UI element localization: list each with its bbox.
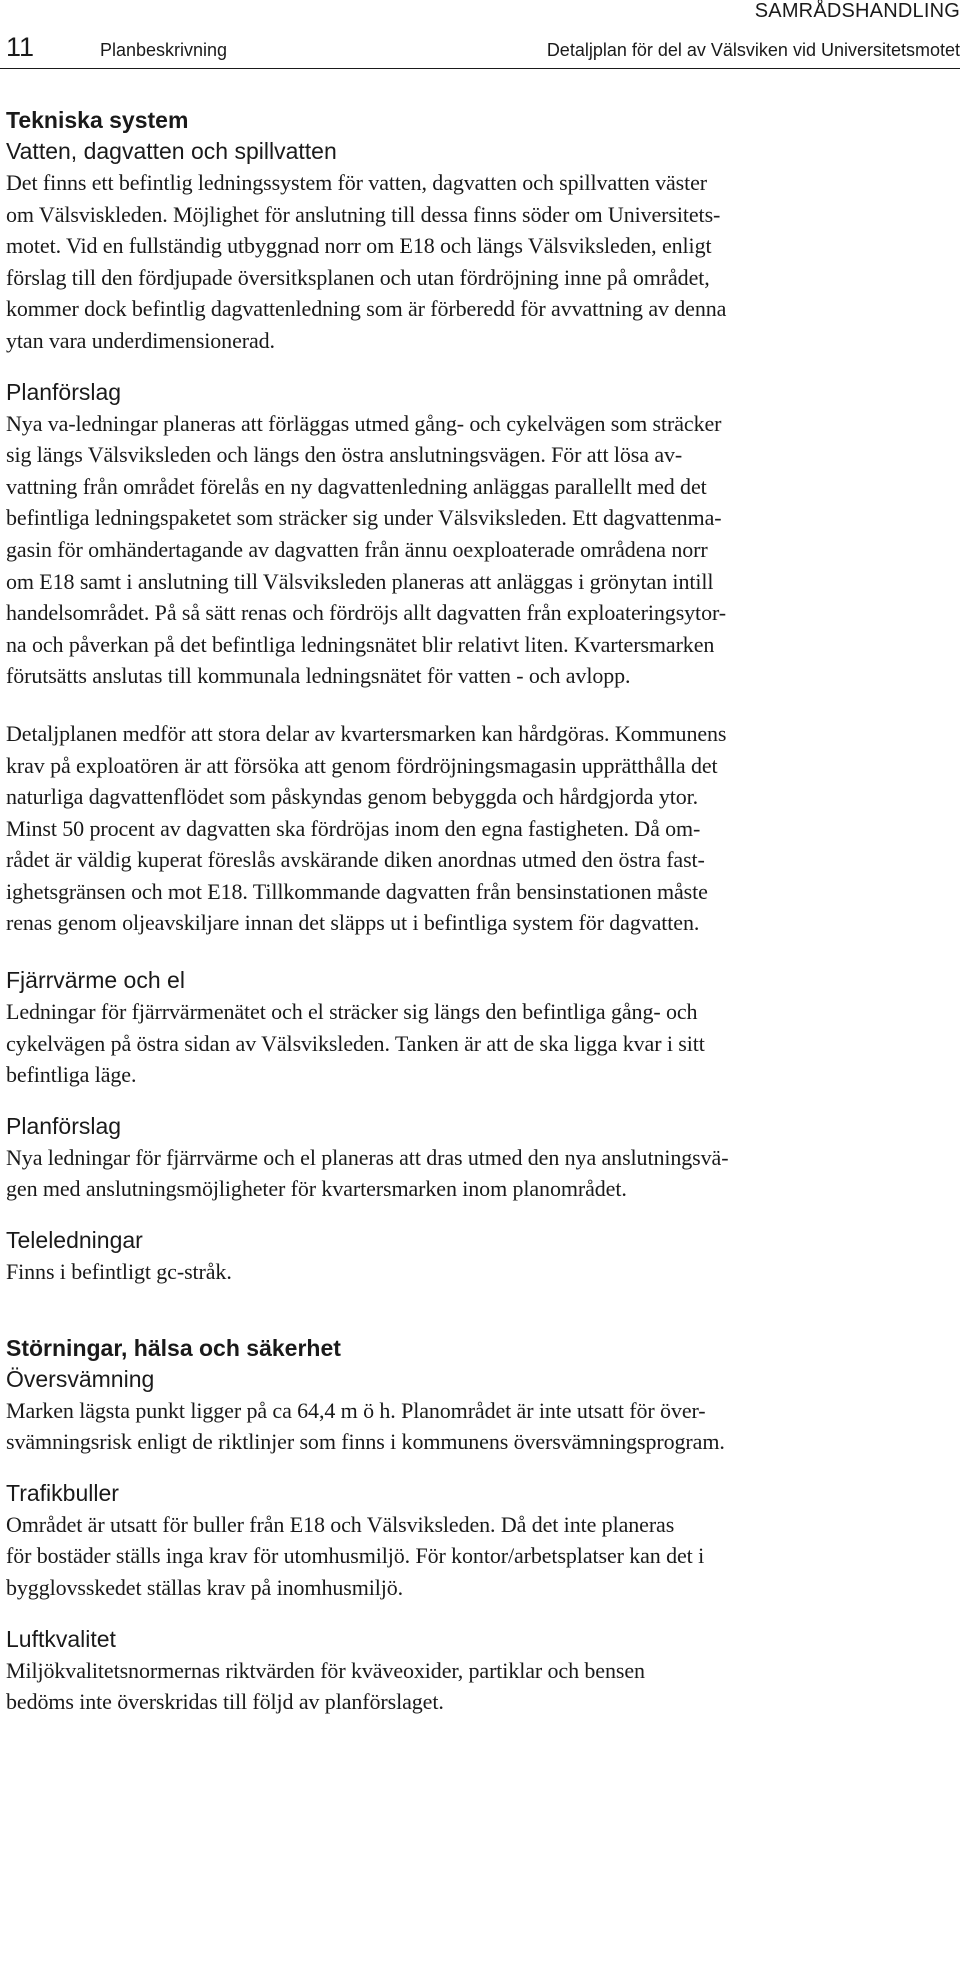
paragraph-planforslag-va	[6, 408, 954, 692]
paragraph-detaljplan	[6, 718, 954, 939]
text-line: Det finns ett befintlig ledningssystem för vatten, dagvatten och spillvatten väster	[6, 170, 708, 195]
page-content	[6, 104, 954, 1718]
text-line: cykelvägen på östra sidan av Välsviksleden. Tanken är att de ska ligga kvar i sitt	[6, 1030, 705, 1056]
paragraph-trafikbuller	[6, 1509, 954, 1604]
text-line: bedöms inte överskridas till följd av planförslaget.	[6, 1689, 444, 1715]
text-line: förslag till den fördjupade översitksplanen och utan fördröjning inne på området,	[6, 264, 710, 290]
text-line: Området är utsatt för buller från E18 och Välsviksleden. Då det inte planeras	[6, 1511, 675, 1537]
page-header	[0, 32, 960, 69]
heading-trafikbuller: Trafikbuller	[6, 1479, 119, 1506]
heading-planforslag-va: Planförslag	[6, 378, 122, 405]
text-line: sig längs Välsviksleden och längs den östra anslutningsvägen. För att lösa av-	[6, 442, 683, 468]
text-line: Ledningar för fjärrvärmenätet och el sträcker sig längs den befintliga gång- och	[6, 999, 698, 1025]
heading-oversvamning: Översvämning	[6, 1365, 155, 1392]
text-line: ighetsgränsen och mot E18. Tillkommande dagvatten från bensinstationen måste	[6, 878, 708, 904]
text-line: om Välsviskleden. Möjlighet för anslutning till dessa finns söder om Universitets-	[6, 201, 721, 227]
document-type: Planbeskrivning	[100, 40, 228, 60]
text-line: renas genom oljeavskiljare innan det släpps ut i befintliga system för dagvatten.	[6, 910, 700, 936]
paragraph-planforslag-fjarrvarme	[6, 1142, 954, 1205]
page-number: 11	[6, 32, 35, 62]
text-line: rådet är väldig kuperat föreslås avskärande diken anordnas utmed den östra fast-	[6, 847, 705, 873]
text-line: ytan vara underdimensionerad.	[6, 327, 275, 353]
text-line: krav på exploatören är att försöka att genom fördröjningsmagasin upprätthålla det	[6, 752, 718, 778]
text-line: förutsätts anslutas till kommunala ledningsnätet för vatten - och avlopp.	[6, 663, 631, 689]
section-title-storningar: Störningar, hälsa och säkerhet	[6, 1334, 341, 1361]
section-title-tekniska: Tekniska system	[6, 107, 189, 133]
text-line: bygglovsskedet ställas krav på inomhusmiljö.	[6, 1575, 404, 1600]
paragraph-oversvamning	[6, 1395, 954, 1458]
text-line: vattning från området förelås en ny dagvattenledning anläggas parallellt med det	[6, 473, 707, 499]
paragraph-vatten	[6, 167, 954, 357]
paragraph-luftkvalitet	[6, 1655, 954, 1718]
heading-teleledningar: Teleledningar	[6, 1227, 143, 1254]
text-line: na och påverkan på det befintliga ledningsnätet blir relativt liten. Kvartersmarken	[6, 631, 715, 657]
plan-title: Detaljplan för del av Välsviken vid Universitetsmotet	[546, 40, 960, 60]
heading-fjarrvarme: Fjärrvärme och el	[6, 967, 185, 994]
text-line: Miljökvalitetsnormernas riktvärden för kväveoxider, partiklar och bensen	[6, 1657, 645, 1683]
text-line: Nya ledningar för fjärrvärme och el planeras att dras utmed den nya anslutningsvä-	[6, 1144, 729, 1170]
text-line: Marken lägsta punkt ligger på ca 64,4 m ö h. Planområdet är inte utsatt för över-	[6, 1397, 706, 1423]
text-line: Detaljplanen medför att stora delar av kvartersmarken kan hårdgöras. Kommunens	[6, 720, 727, 746]
text-line: Nya va-ledningar planeras att förläggas utmed gång- och cykelvägen som sträcker	[6, 410, 722, 436]
text-line: motet. Vid en fullständig utbyggnad norr om E18 och längs Välsviksleden, enligt	[6, 233, 712, 259]
heading-vatten: Vatten, dagvatten och spillvatten	[6, 138, 337, 164]
paragraph-fjarrvarme	[6, 996, 954, 1091]
text-line: befintliga läge.	[6, 1062, 137, 1088]
heading-planforslag-fjarrvarme: Planförslag	[6, 1112, 122, 1139]
document-status: SAMRÅDSHANDLING	[754, 0, 960, 22]
text-line: Finns i befintligt gc-stråk.	[6, 1259, 232, 1285]
text-line: naturliga dagvattenflödet som påskyndas genom bebyggda och hårdgjorda ytor.	[6, 784, 699, 810]
text-line: handelsområdet. På så sätt renas och fördröjs allt dagvatten från exploateringsytor-	[6, 600, 726, 626]
text-line: gasin för omhändertagande av dagvatten från ännu oexploaterade områdena norr	[6, 536, 708, 562]
text-line: kommer dock befintlig dagvattenledning som är förberedd för avvattning av denna	[6, 296, 727, 322]
text-line: gen med anslutningsmöjligheter för kvartersmarken inom planområdet.	[6, 1176, 627, 1202]
paragraph-teleledningar	[6, 1256, 954, 1288]
text-line: svämningsrisk enligt de riktlinjer som finns i kommunens översvämningsprogram.	[6, 1429, 725, 1455]
heading-luftkvalitet: Luftkvalitet	[6, 1625, 116, 1652]
text-line: befintliga ledningspaketet som sträcker sig under Välsviksleden. Ett dagvattenma-	[6, 505, 722, 531]
text-line: för bostäder ställs inga krav för utomhusmiljö. För kontor/arbetsplatser kan det i	[6, 1543, 705, 1569]
text-line: Minst 50 procent av dagvatten ska fördröjas inom den egna fastigheten. Då om-	[6, 815, 701, 841]
text-line: om E18 samt i anslutning till Välsviksleden planeras att anläggas i grönytan intill	[6, 568, 714, 594]
